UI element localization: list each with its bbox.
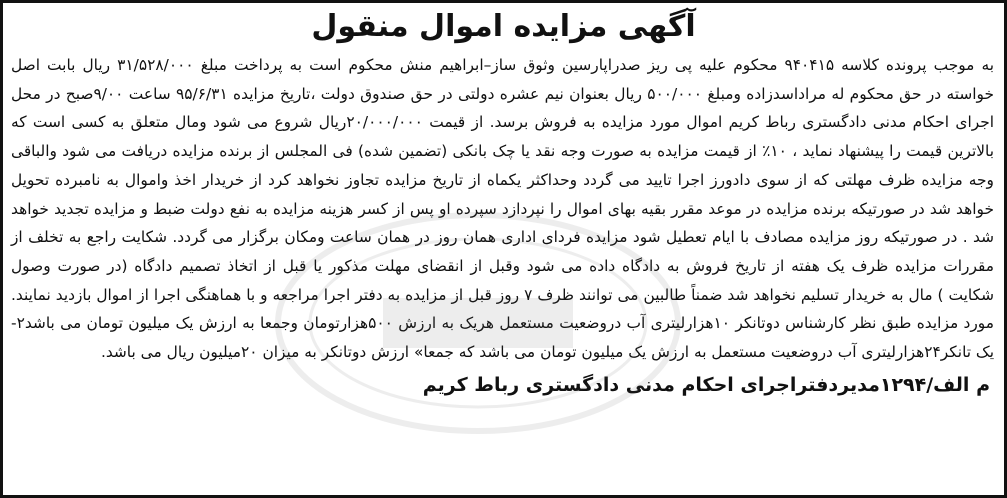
notice-title: آگهی مزایده اموال منقول (311, 9, 696, 44)
notice-body: به موجب پرونده کلاسه ۹۴۰۴۱۵ محکوم علیه پی ریز صدراپارسین وثوق ساز–ابراهیم منش محکوم است به پرداخت مبلغ ۳۱/۵۲۸/۰۰۰ ریال بابت اصل خواسته در حق محکوم له مراداسدزاده ومبلغ ۵۰۰/۰۰۰ ریال بعنوان نیم عشره دولتی در حق صندوق دولت ،تاریخ مزایده ۹۵/۶/۳۱ ساعت ۹/۰۰صبح در محل اجرای احکام مدنی دادگستری رباط کریم اموال مورد مزایده به فروش برسد. از قیمت ۲۰/۰۰۰/۰۰۰ریال شروع می شود ومال متعلق به کسی است که بالاترین قیمت را پیشنهاد نماید ، ۱۰٪ از قیمت مزایده به صورت وجه نقد یا چک بانکی (تضمین شده) فی المجلس از برنده مزایده دریافت می شود والباقی وجه مزایده ظرف مهلتی که از سوی دادورز اجرا تایید می گردد وحداکثر یکماه از تاریخ مزایده تجاوز نخواهد کرد از خریدار اخذ واموال به نامبرده تحویل خواهد شد در صورتیکه برنده مزایده در موعد مقرر بقیه بهای اموال را نپردازد سپرده او پس از کسر هزینه مزایده به نفع دولت ضبط و مزایده تجدید خواهد شد . در صورتیکه روز مزایده مصادف با ایام تعطیل شود مزایده فردای اداری همان روز در همان ساعت ومکان برگزار می گردد. شکایت راجع به تخلف از مقررات مزایده ظرف یک هفته از تاریخ فروش به دادگاه داده می شود وقبل از انقضای مهلت مذکور یا قبل از اتخاذ تصمیم دادگاه (در صورت وصول شکایت ) مال به خریدار تسلیم نخواهد شد ضمناً طالبین می توانند ظرف ۷ روز قبل از مزایده به دفتر اجرا مراجعه و با هماهنگی اجرا از اموال بازدید نمایند. مورد مزایده طبق نظر کارشناس دوتانکر ۱۰هزارلیتری آب دروضعیت مستعمل هریک به ارزش ۵۰۰هزارتومان وجمعا به ارزش یک میلیون تومان می باشد۲- یک تانکر۲۴هزارلیتری آب دروضعیت مستعمل به ارزش یک میلیون تومان می باشد که جمعا» ارزش دوتانکر به میزان ۲۰میلیون ریال می باشد. (11, 56, 995, 362)
notice-footer: م الف/۱۲۹۴مدیردفتراجرای احکام مدنی دادگستری رباط کریم (422, 373, 990, 396)
